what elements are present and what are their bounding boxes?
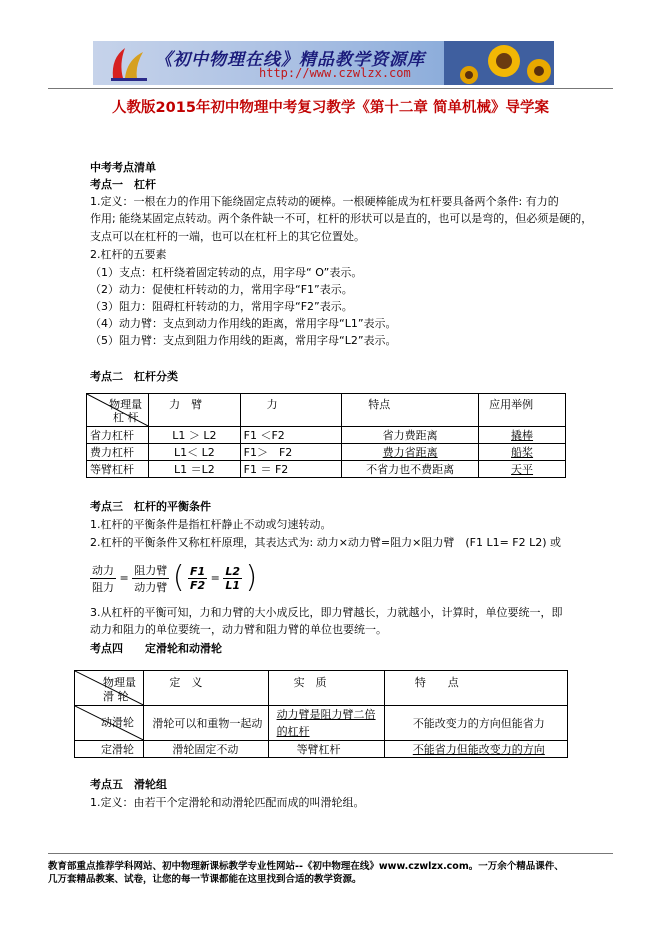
k1-element-5: （5）阻力臂：支点到阻力作用线的距离，常用字母“L2”表示。 <box>90 334 397 347</box>
essence-cell: 等臂杠杆 <box>268 741 384 758</box>
pulley-type: 动滑轮 <box>101 716 134 729</box>
footer-line-1: 教育部重点推荐学科网站、初中物理新课标教学专业性网站--《初中物理在线》www.czwlzx.com。一万余个精品课件、 <box>48 861 564 872</box>
header-pulley: 滑 轮 <box>103 690 129 703</box>
diagonal-header-cell <box>75 671 144 706</box>
fraction-numerator: F1 <box>189 564 206 578</box>
document-title: 人教版2015年初中物理中考复习教学《第十二章 简单机械》导学案 <box>112 100 549 116</box>
essence-cell: 动力臂是阻力臂二倍的杠杆 <box>268 706 384 741</box>
arm-relation: L1＜ L2 <box>149 444 240 461</box>
arm-relation: L1 ＝L2 <box>149 461 240 478</box>
force-relation: F1 ＜F2 <box>240 427 342 444</box>
characteristics-cell: 不能改变力的方向但能省力 <box>384 706 567 741</box>
example-cell: 船桨 <box>479 444 566 461</box>
footer-rule <box>48 853 613 854</box>
fraction-F <box>188 565 207 592</box>
fraction-denominator: 动力臂 <box>134 580 168 594</box>
equals-sign: = <box>119 571 129 585</box>
table-row <box>87 444 566 461</box>
sunflower-decoration-icon <box>444 41 554 85</box>
k1-element-2: （2）动力：促使杠杆转动的力，常用字母“F1”表示。 <box>90 283 353 296</box>
k3-p3-line2: 动力和阻力的单位要统一，动力臂和阻力臂的单位也要统一。 <box>90 623 387 636</box>
header-application: 应用举例 <box>479 394 566 427</box>
definition-cell: 滑轮可以和重物一起动 <box>144 706 268 741</box>
banner-title: 《初中物理在线》精品教学资源库 <box>155 50 425 70</box>
diagonal-header-cell <box>87 394 149 427</box>
left-paren-icon: ( <box>172 560 185 595</box>
pulley-type: 定滑轮 <box>75 741 144 758</box>
definition-cell: 滑轮固定不动 <box>144 741 268 758</box>
example-cell: 撬棒 <box>479 427 566 444</box>
fraction-L <box>223 565 242 592</box>
table-row <box>75 706 568 741</box>
pulley-table <box>74 670 568 758</box>
k3-p2: 2.杠杆的平衡条件又称杠杆原理，其表达式为: 动力×动力臂=阻力×阻力臂 (F1 L1= F2 L2) 或 <box>90 536 562 549</box>
characteristics-cell: 不能省力但能改变力的方向 <box>384 741 567 758</box>
k4-heading: 考点四 定滑轮和动滑轮 <box>90 642 222 655</box>
force-relation: F1＞ F2 <box>240 444 342 461</box>
footer-line-2: 几万套精品教案、试卷，让您的每一节课都能在这里找到合适的教学资源。 <box>48 874 362 885</box>
lever-type: 费力杠杆 <box>87 444 149 461</box>
header-physical-quantity: 物理量 <box>103 676 136 689</box>
table-row <box>75 741 568 758</box>
header-arm: 力 臂 <box>149 394 240 427</box>
header-force: 力 <box>240 394 342 427</box>
k2-heading: 考点二 杠杆分类 <box>90 370 178 383</box>
lever-classification-table <box>86 393 566 478</box>
force-relation: F1 ＝ F2 <box>240 461 342 478</box>
fraction-numerator: L2 <box>225 564 240 578</box>
feature-cell: 省力费距离 <box>342 427 479 444</box>
header-definition: 定 义 <box>144 671 268 706</box>
banner-url[interactable]: http://www.czwlzx.com <box>259 66 411 80</box>
arm-relation: L1 ＞ L2 <box>149 427 240 444</box>
k1-element-3: （3）阻力：阻碍杠杆转动的力，常用字母“F2”表示。 <box>90 300 353 313</box>
site-logo-icon <box>107 44 151 82</box>
k5-heading: 考点五 滑轮组 <box>90 778 167 791</box>
header-characteristics: 特 点 <box>384 671 567 706</box>
header-lever: 杠 杆 <box>113 411 139 424</box>
header-essence: 实 质 <box>268 671 384 706</box>
fraction-numerator: 阻力臂 <box>134 563 168 577</box>
header-feature: 特点 <box>342 394 479 427</box>
header-banner <box>93 41 554 85</box>
k3-p1: 1.杠杆的平衡条件是指杠杆静止不动或匀速转动。 <box>90 518 332 531</box>
fraction-numerator: 动力 <box>92 563 114 577</box>
lever-type: 省力杠杆 <box>87 427 149 444</box>
right-paren-icon: ) <box>245 560 258 595</box>
fraction-denominator: F2 <box>189 578 206 592</box>
k1-p1-line1: 1.定义：一根在力的作用下能绕固定点转动的硬棒。一根硬棒能成为杠杆要具备两个条件: 有力的 <box>90 195 559 208</box>
k1-p1-line3: 支点可以在杠杆的一端，也可以在杠杆上的其它位置处。 <box>90 230 365 243</box>
fraction-force <box>90 562 116 595</box>
balance-formula <box>90 561 257 595</box>
table-header-row <box>75 671 568 706</box>
k1-element-4: （4）动力臂：支点到动力作用线的距离，常用字母“L1”表示。 <box>90 317 397 330</box>
fraction-arm <box>132 562 169 595</box>
pulley-type-cell <box>75 706 144 741</box>
k1-heading: 考点一 杠杆 <box>90 178 156 191</box>
k3-heading: 考点三 杠杆的平衡条件 <box>90 500 211 513</box>
feature-cell: 费力省距离 <box>342 444 479 461</box>
section-heading: 中考考点清单 <box>90 161 156 174</box>
example-cell: 天平 <box>479 461 566 478</box>
footer <box>48 860 618 886</box>
header-rule <box>48 88 613 89</box>
fraction-denominator: L1 <box>225 578 240 592</box>
table-row <box>87 427 566 444</box>
table-row <box>87 461 566 478</box>
feature-cell: 不省力也不费距离 <box>342 461 479 478</box>
k1-p1-line2: 作用; 能绕某固定点转动。两个条件缺一不可，杠杆的形状可以是直的，也可以是弯的，但必须是硬的， <box>90 212 593 225</box>
fraction-denominator: 阻力 <box>92 580 114 594</box>
header-physical-quantity: 物理量 <box>109 398 143 411</box>
k5-p1: 1.定义：由若干个定滑轮和动滑轮匹配而成的叫滑轮组。 <box>90 796 365 809</box>
k1-p2: 2.杠杆的五要素 <box>90 248 167 261</box>
lever-type: 等臂杠杆 <box>87 461 149 478</box>
k3-p3-line1: 3.从杠杆的平衡可知，力和力臂的大小成反比，即力臂越长，力就越小，计算时，单位要统一，即 <box>90 606 563 619</box>
k1-element-1: （1）支点：杠杆绕着固定转动的点，用字母“ O”表示。 <box>90 266 363 279</box>
equals-sign: = <box>210 571 220 585</box>
